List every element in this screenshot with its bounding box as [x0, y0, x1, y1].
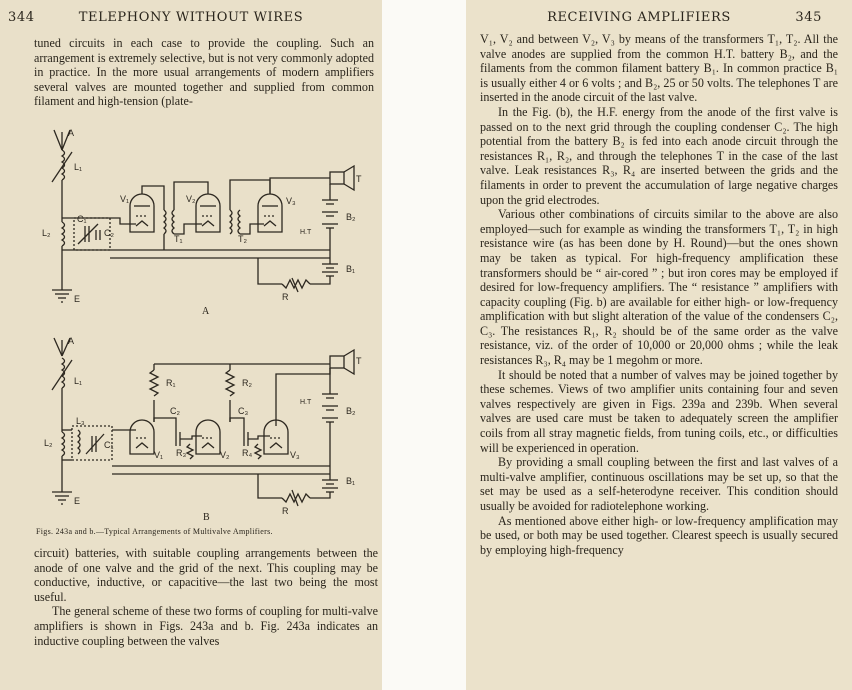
right-running-head: [466, 10, 852, 26]
circuit-diagram-b: [30, 334, 370, 514]
label-l2-a: L₂: [42, 228, 51, 238]
circuit-diagram-a: [30, 122, 370, 312]
label-v3-a: V₃: [286, 196, 296, 206]
label-t2-a: T₂: [238, 234, 247, 244]
label-l1-b: L₁: [74, 376, 83, 386]
right-page-number: 345: [795, 10, 822, 25]
label-r-b: R: [282, 506, 289, 514]
label-aerial-a: A: [68, 128, 75, 138]
label-v1-a: V₁: [120, 194, 130, 204]
right-paragraph-3: Various other combinations of circuits similar to the above are also employed—such for example as winding the transformers T₁, T₂ in high resistance wire (as has been done by H. Round)—but the ones shown may be taken as typical. For high-frequency amplification these transformers should be “ air-cored ” ; but iron cores may be employed if desired for low-frequency amplifiers. The “ resistance ” amplifiers with capacity coupling (Fig. b) are available for either high- or low-frequency amplification with but slight alteration of the value of the condensers C₂, C₃. The resistances R₁, R₂ should be of the same order as the valve resistance, viz. of the order of 10,000 or 20,000 ohms ; while the leak resistances R₃, R₄ may be 1 megohm or more.: [480, 207, 838, 368]
valve-v1-icon: [130, 420, 154, 454]
transformer-t1-icon: [164, 210, 174, 234]
label-b1-a: B₁: [346, 264, 356, 274]
battery-b2-icon: [322, 394, 338, 422]
left-running-head: [0, 10, 382, 26]
valve-v2-icon: [196, 420, 220, 454]
right-running-title: RECEIVING AMPLIFIERS: [547, 10, 731, 25]
variable-condenser-icon: [78, 224, 98, 244]
resistor-r1-icon: [150, 370, 158, 396]
label-b1-b: B₁: [346, 476, 356, 486]
label-r3-b: R₃: [176, 448, 187, 458]
figure-caption: Figs. 243a and b.—Typical Arrangements of Multivalve Amplifiers.: [36, 527, 273, 536]
label-t-b: T: [356, 356, 362, 366]
label-ht-b: H.T: [300, 399, 312, 406]
label-e-b: E: [74, 496, 81, 506]
telephone-icon: [330, 166, 354, 190]
label-c2-a: C₂: [104, 228, 114, 238]
variable-condenser-icon: [86, 434, 104, 454]
telephone-icon: [330, 350, 354, 374]
figure-b-label: B: [203, 512, 210, 523]
right-paragraph-6: As mentioned above either high- or low-frequency amplification may be used, or both may be used together. Clearest speech is usually secured by employing high-frequency: [480, 513, 838, 557]
book-gutter: [382, 0, 466, 690]
right-paragraph-4: It should be noted that a number of valves may be joined together by these schemes. Views of two amplifier units containing four and seven valves respectively are given in Figs. 239a and 239b. When several valves are used care must be taken to adequately screen the amplifier coils from all stray magnetic fields, from tuning coils, etc., or difficulties will be experienced in operation.: [480, 367, 838, 455]
valve-v3-icon: [258, 194, 282, 232]
label-r1-b: R₁: [166, 378, 176, 388]
left-paragraph-1: circuit) batteries, with suitable coupling arrangements between the anode of one valve and the grid of the next. This coupling may be conductive, inductive, or capacitive—the last two being the most useful.: [34, 546, 378, 604]
earth-icon: [52, 492, 72, 504]
coil-l3-icon: [78, 430, 80, 454]
label-ht-a: H.T: [300, 229, 312, 236]
label-t1-a: T₁: [174, 234, 183, 244]
label-l1-a: L₁: [74, 162, 83, 172]
right-body-text: [480, 32, 838, 557]
label-t-a: T: [356, 174, 362, 184]
left-top-text: [34, 36, 374, 109]
right-page: [466, 0, 852, 690]
label-v2-b: V₂: [220, 450, 230, 460]
label-r-a: R: [282, 292, 289, 302]
label-l2-b: L₂: [44, 438, 53, 448]
label-e-a: E: [74, 294, 81, 304]
resistor-r4-icon: [255, 444, 261, 459]
transformer-t2-icon: [230, 210, 240, 234]
label-v1-b: V₁: [154, 450, 164, 460]
earth-icon: [52, 290, 72, 302]
label-c3-b: C₃: [238, 406, 249, 416]
right-paragraph-1: V₁, V₂ and between V₂, V₃ by means of the transformers T₁, T₂. All the valve anodes are supplied from the common H.T. battery B₂, and the filaments from the common filament battery B₁. In common practice B₁ is usually either 4 or 6 volts ; and B₂, 25 or 50 volts. The telephones T are inserted in the anode circuit of the last valve.: [480, 32, 838, 105]
battery-b1-icon: [322, 480, 338, 492]
left-page: [0, 0, 382, 690]
label-v3-b: V₃: [290, 450, 300, 460]
left-paragraph-2: The general scheme of these two forms of coupling for multi-valve amplifiers is shown in Figs. 243a and b. Fig. 243a indicates an inductive coupling between the valves: [34, 604, 378, 648]
label-b2-b: B₂: [346, 406, 356, 416]
coil-l2-icon: [62, 222, 65, 246]
left-page-number: 344: [8, 10, 35, 25]
left-top-paragraph: tuned circuits in each case to provide the coupling. Such an arrangement is extremely selective, but is not very commonly adopted in practice. In the more usual arrangements of modern amplifiers several valves are mounted together and supplied from common filament and high-tension (plate-: [34, 36, 374, 109]
figure-a-label: A: [202, 306, 210, 317]
left-bottom-text: [34, 546, 378, 648]
left-running-title: TELEPHONY WITHOUT WIRES: [78, 10, 304, 25]
label-r2-b: R₂: [242, 378, 252, 388]
label-c2-b: C₂: [170, 406, 180, 416]
label-c1-b: C₁: [104, 440, 114, 450]
resistor-r3-icon: [187, 444, 193, 459]
label-b2-a: B₂: [346, 212, 356, 222]
right-paragraph-5: By providing a small coupling between the first and last valves of a multi-valve amplifier, continuous oscillations may be set up, so that the set may be used as a self-heterodyne receiver. This condition should usually be avoided for radiotelephone working.: [480, 455, 838, 513]
right-paragraph-2: In the Fig. (b), the H.F. energy from the anode of the first valve is passed on to the next grid through the coupling condenser C₂. The high potential from the battery B₂ is fed into each anode circuit through the resistances R₁, R₂, and through the telephones T in the case of the last valve. Leak resistances R₃, R₄ are inserted between the grids and the filaments in order to prevent the accumulation of large negative charges upon the grid electrodes.: [480, 104, 838, 207]
label-aerial-b: A: [68, 336, 75, 346]
valve-v2-icon: [196, 194, 220, 232]
label-c1-a: C₁: [77, 214, 87, 224]
battery-b1-icon: [322, 264, 338, 276]
battery-b2-icon: [322, 200, 338, 228]
label-r4-b: R₄: [242, 448, 253, 458]
label-l3-b: L₃: [76, 416, 85, 426]
label-v2-a: V₂: [186, 194, 196, 204]
coil-l2-icon: [62, 432, 65, 456]
resistor-r2-icon: [226, 370, 234, 396]
valve-v1-icon: [130, 194, 154, 232]
